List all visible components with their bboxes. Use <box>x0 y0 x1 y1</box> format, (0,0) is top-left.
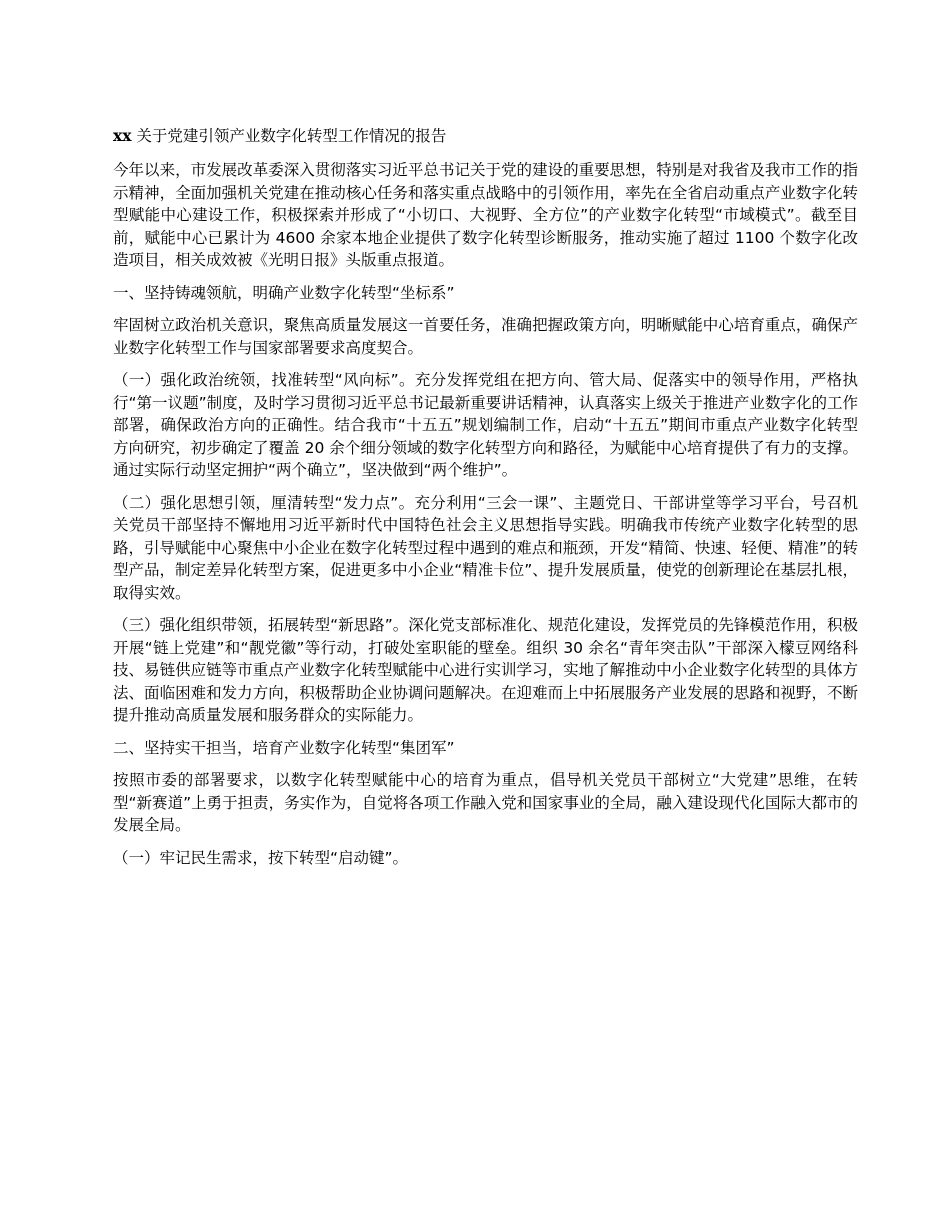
section-heading-2: 二、坚持实干担当，培育产业数字化转型“集团军” <box>113 738 455 757</box>
intro-paragraph: 今年以来，市发展改革委深入贯彻落实习近平总书记关于党的建设的重要思想，特别是对我省及我市工作的指示精神，全面加强机关党建在推动核心任务和落实重点战略中的引领作用，率先在全省启动重点产业数字化转型赋能中心建设工作，积极探索并形成了“小切口、大视野、全方位”的产业数字化转型“市域模式”。截至目前，赋能中心已累计为 4600 余家本地企业提供了数字化转型诊断服务，推动实施了超过 1100 个数字化改造项目，相关成效被《光明日报》头版重点报道。 <box>113 161 858 269</box>
section-2-item-1: （一）牢记民生需求，按下转型“启动键”。 <box>113 848 409 867</box>
document-page <box>113 125 858 879</box>
section-1-item-2: （二）强化思想引领，厘清转型“发力点”。充分利用“三会一课”、主题党日、干部讲堂等学习平台，号召机关党员干部坚持不懈地用习近平新时代中国特色社会主义思想指导实践。明确我市传统产业数字化转型的思路，引导赋能中心聚焦中小企业在数字化转型过程中遇到的难点和瓶颈，开发“精简、快速、轻便、精准”的转型产品，制定差异化转型方案，促进更多中小企业“精准卡位”、提升发展质量，使党的创新理论在基层扎根，取得实效。 <box>113 493 858 602</box>
section-1-item-1: （一）强化政治统领，找准转型“风向标”。充分发挥党组在把方向、管大局、促落实中的领导作用，严格执行“第一议题”制度，及时学习贯彻习近平总书记最新重要讲话精神，认真落实上级关于推进产业数字化的工作部署，确保政治方向的正确性。结合我市“十五五”规划编制工作，启动“十五五”期间市重点产业数字化转型方向研究，初步确定了覆盖 20 余个细分领域的数字化转型方向和路径，为赋能中心培育提供了有力的支撑。通过实际行动坚定拥护“两个确立”，坚决做到“两个维护”。 <box>113 371 858 479</box>
document-title <box>113 125 858 147</box>
title-prefix: xx <box>113 126 132 145</box>
section-heading-1: 一、坚持铸魂领航，明确产业数字化转型“坐标系” <box>113 283 455 302</box>
section-1-summary: 牢固树立政治机关意识，聚焦高质量发展这一首要任务，准确把握政策方向，明晰赋能中心培育重点，确保产业数字化转型工作与国家部署要求高度契合。 <box>113 316 858 357</box>
section-2-summary: 按照市委的部署要求，以数字化转型赋能中心的培育为重点，倡导机关党员干部树立“大党建”思维，在转型“新赛道”上勇于担责，务实作为，自觉将各项工作融入党和国家事业的全局，融入建设现代化国际大都市的发展全局。 <box>113 771 858 834</box>
title-text: 关于党建引领产业数字化转型工作情况的报告 <box>136 127 447 145</box>
section-1-item-3: （三）强化组织带领，拓展转型“新思路”。深化党支部标准化、规范化建设，发挥党员的先锋模范作用，积极开展“链上党建”和“靓党徽”等行动，打破处室职能的壁垒。组织 30 余名“青年突击队”干部深入檬豆网络科技、易链供应链等市重点产业数字化转型赋能中心进行实训学习，实地了解推动中小企业数字化转型的具体方法、面临困难和发力方向，积极帮助企业协调问题解决。在迎难而上中拓展服务产业发展的思路和视野，不断提升推动高质量发展和服务群众的实际能力。 <box>113 616 858 724</box>
